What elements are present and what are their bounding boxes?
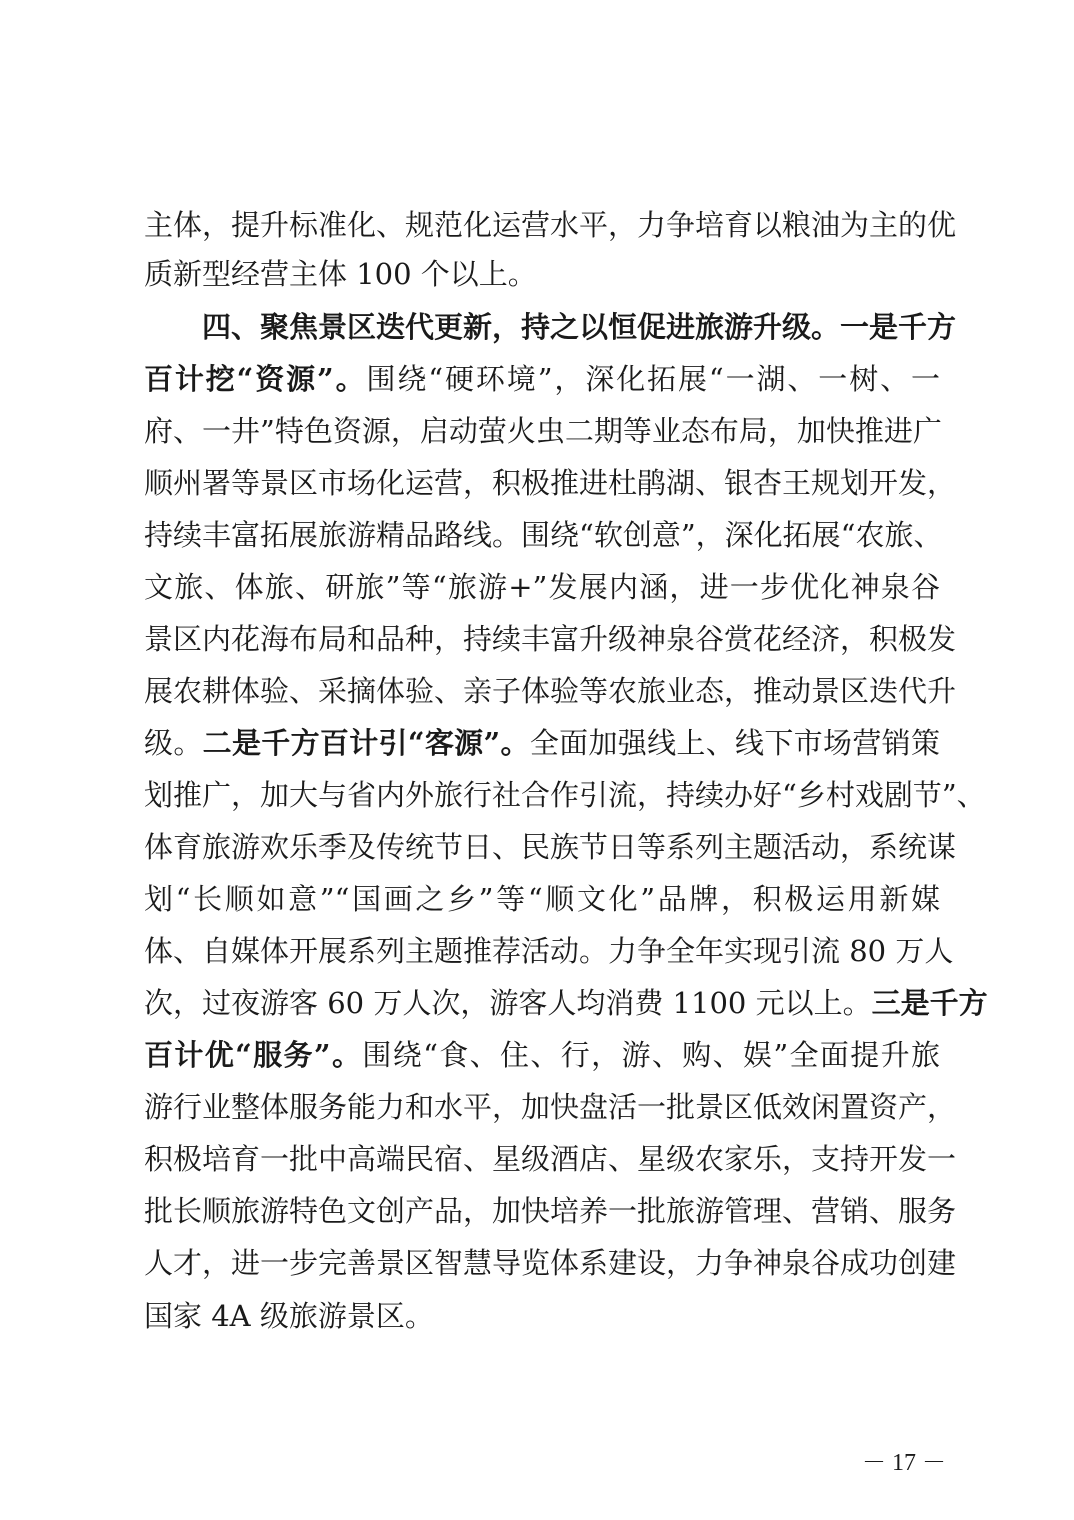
paragraph-line — [144, 879, 940, 919]
bold-text-run: 一是千方 — [840, 310, 957, 344]
text-run: 主体，提升标准化、规范化运营水平，力争培育以粮油为主的优 — [144, 208, 957, 242]
bold-text-run: 三是千方 — [871, 986, 988, 1020]
text-run: 次，过夜游客 60 万人次，游客人均消费 1100 元以上。 — [144, 986, 872, 1020]
text-run: 顺州署等景区市场化运营，积极推进杜鹃湖、银杏王规划开发， — [144, 466, 957, 500]
paragraph-line — [144, 567, 940, 607]
text-run: 级。 — [144, 726, 203, 760]
paragraph-line — [144, 671, 957, 711]
text-run: 质新型经营主体 100 个以上。 — [144, 257, 537, 291]
paragraph-line — [144, 775, 986, 815]
page-number: － 17 － — [862, 1450, 946, 1476]
paragraph-line — [144, 411, 940, 451]
text-run: 围绕“食、住、行，游、购、娱”全面提升旅 — [362, 1038, 940, 1072]
paragraph-line — [144, 1139, 957, 1179]
text-run: 围绕“硬环境”，深化拓展“一湖、一树、一 — [366, 362, 940, 396]
paragraph-line — [144, 1087, 957, 1127]
text-run: 文旅、体旅、研旅”等“旅游+”发展内涵，进一步优化神泉谷 — [144, 570, 940, 604]
text-run: 积极培育一批中高端民宿、星级酒店、星级农家乐，支持开发一 — [144, 1142, 957, 1176]
text-run: 体育旅游欢乐季及传统节日、民族节日等系列主题活动，系统谋 — [144, 830, 957, 864]
paragraph-line — [144, 463, 957, 503]
text-run: 全面加强线上、线下市场营销策 — [529, 726, 940, 760]
paragraph-line — [144, 515, 943, 555]
text-run: 游行业整体服务能力和水平，加快盘活一批景区低效闲置资产， — [144, 1090, 957, 1124]
paragraph-line — [144, 931, 954, 971]
paragraph-line — [202, 307, 957, 347]
bold-text-run: 百计优“服务”。 — [144, 1038, 363, 1072]
bold-text-run: 百计挖“资源”。 — [144, 362, 367, 396]
text-run: 国家 4A 级旅游景区。 — [144, 1299, 434, 1333]
paragraph-line — [144, 983, 988, 1023]
text-run: 划推广，加大与省内外旅行社合作引流，持续办好“乡村戏剧节”、 — [144, 778, 986, 812]
text-run: 展农耕体验、采摘体验、亲子体验等农旅业态，推动景区迭代升 — [144, 674, 957, 708]
bold-text-run: 二是千方百计引“客源”。 — [202, 726, 530, 760]
paragraph-line — [144, 359, 940, 399]
paragraph-line — [144, 619, 957, 659]
paragraph-line — [144, 1191, 957, 1231]
paragraph-line — [144, 1243, 957, 1283]
text-run: 体、自媒体开展系列主题推荐活动。力争全年实现引流 80 万人 — [144, 934, 954, 968]
paragraph-line — [144, 205, 957, 245]
bold-text-run: 四、聚焦景区迭代更新，持之以恒促进旅游升级。 — [202, 310, 841, 344]
text-run: 府、一井”特色资源，启动萤火虫二期等业态布局，加快推进广 — [144, 414, 942, 448]
text-run: 划“长顺如意”“国画之乡”等“顺文化”品牌，积极运用新媒 — [144, 882, 940, 916]
text-run: 景区内花海布局和品种，持续丰富升级神泉谷赏花经济，积极发 — [144, 622, 957, 656]
paragraph-line — [144, 723, 940, 763]
paragraph-line — [144, 1035, 940, 1075]
paragraph-line — [144, 1296, 940, 1336]
paragraph-line — [144, 827, 957, 867]
paragraph-line — [144, 254, 940, 294]
text-run: 人才，进一步完善景区智慧导览体系建设，力争神泉谷成功创建 — [144, 1246, 957, 1280]
text-run: 批长顺旅游特色文创产品，加快培养一批旅游管理、营销、服务 — [144, 1194, 957, 1228]
text-run: 持续丰富拓展旅游精品路线。围绕“软创意”，深化拓展“农旅、 — [144, 518, 943, 552]
